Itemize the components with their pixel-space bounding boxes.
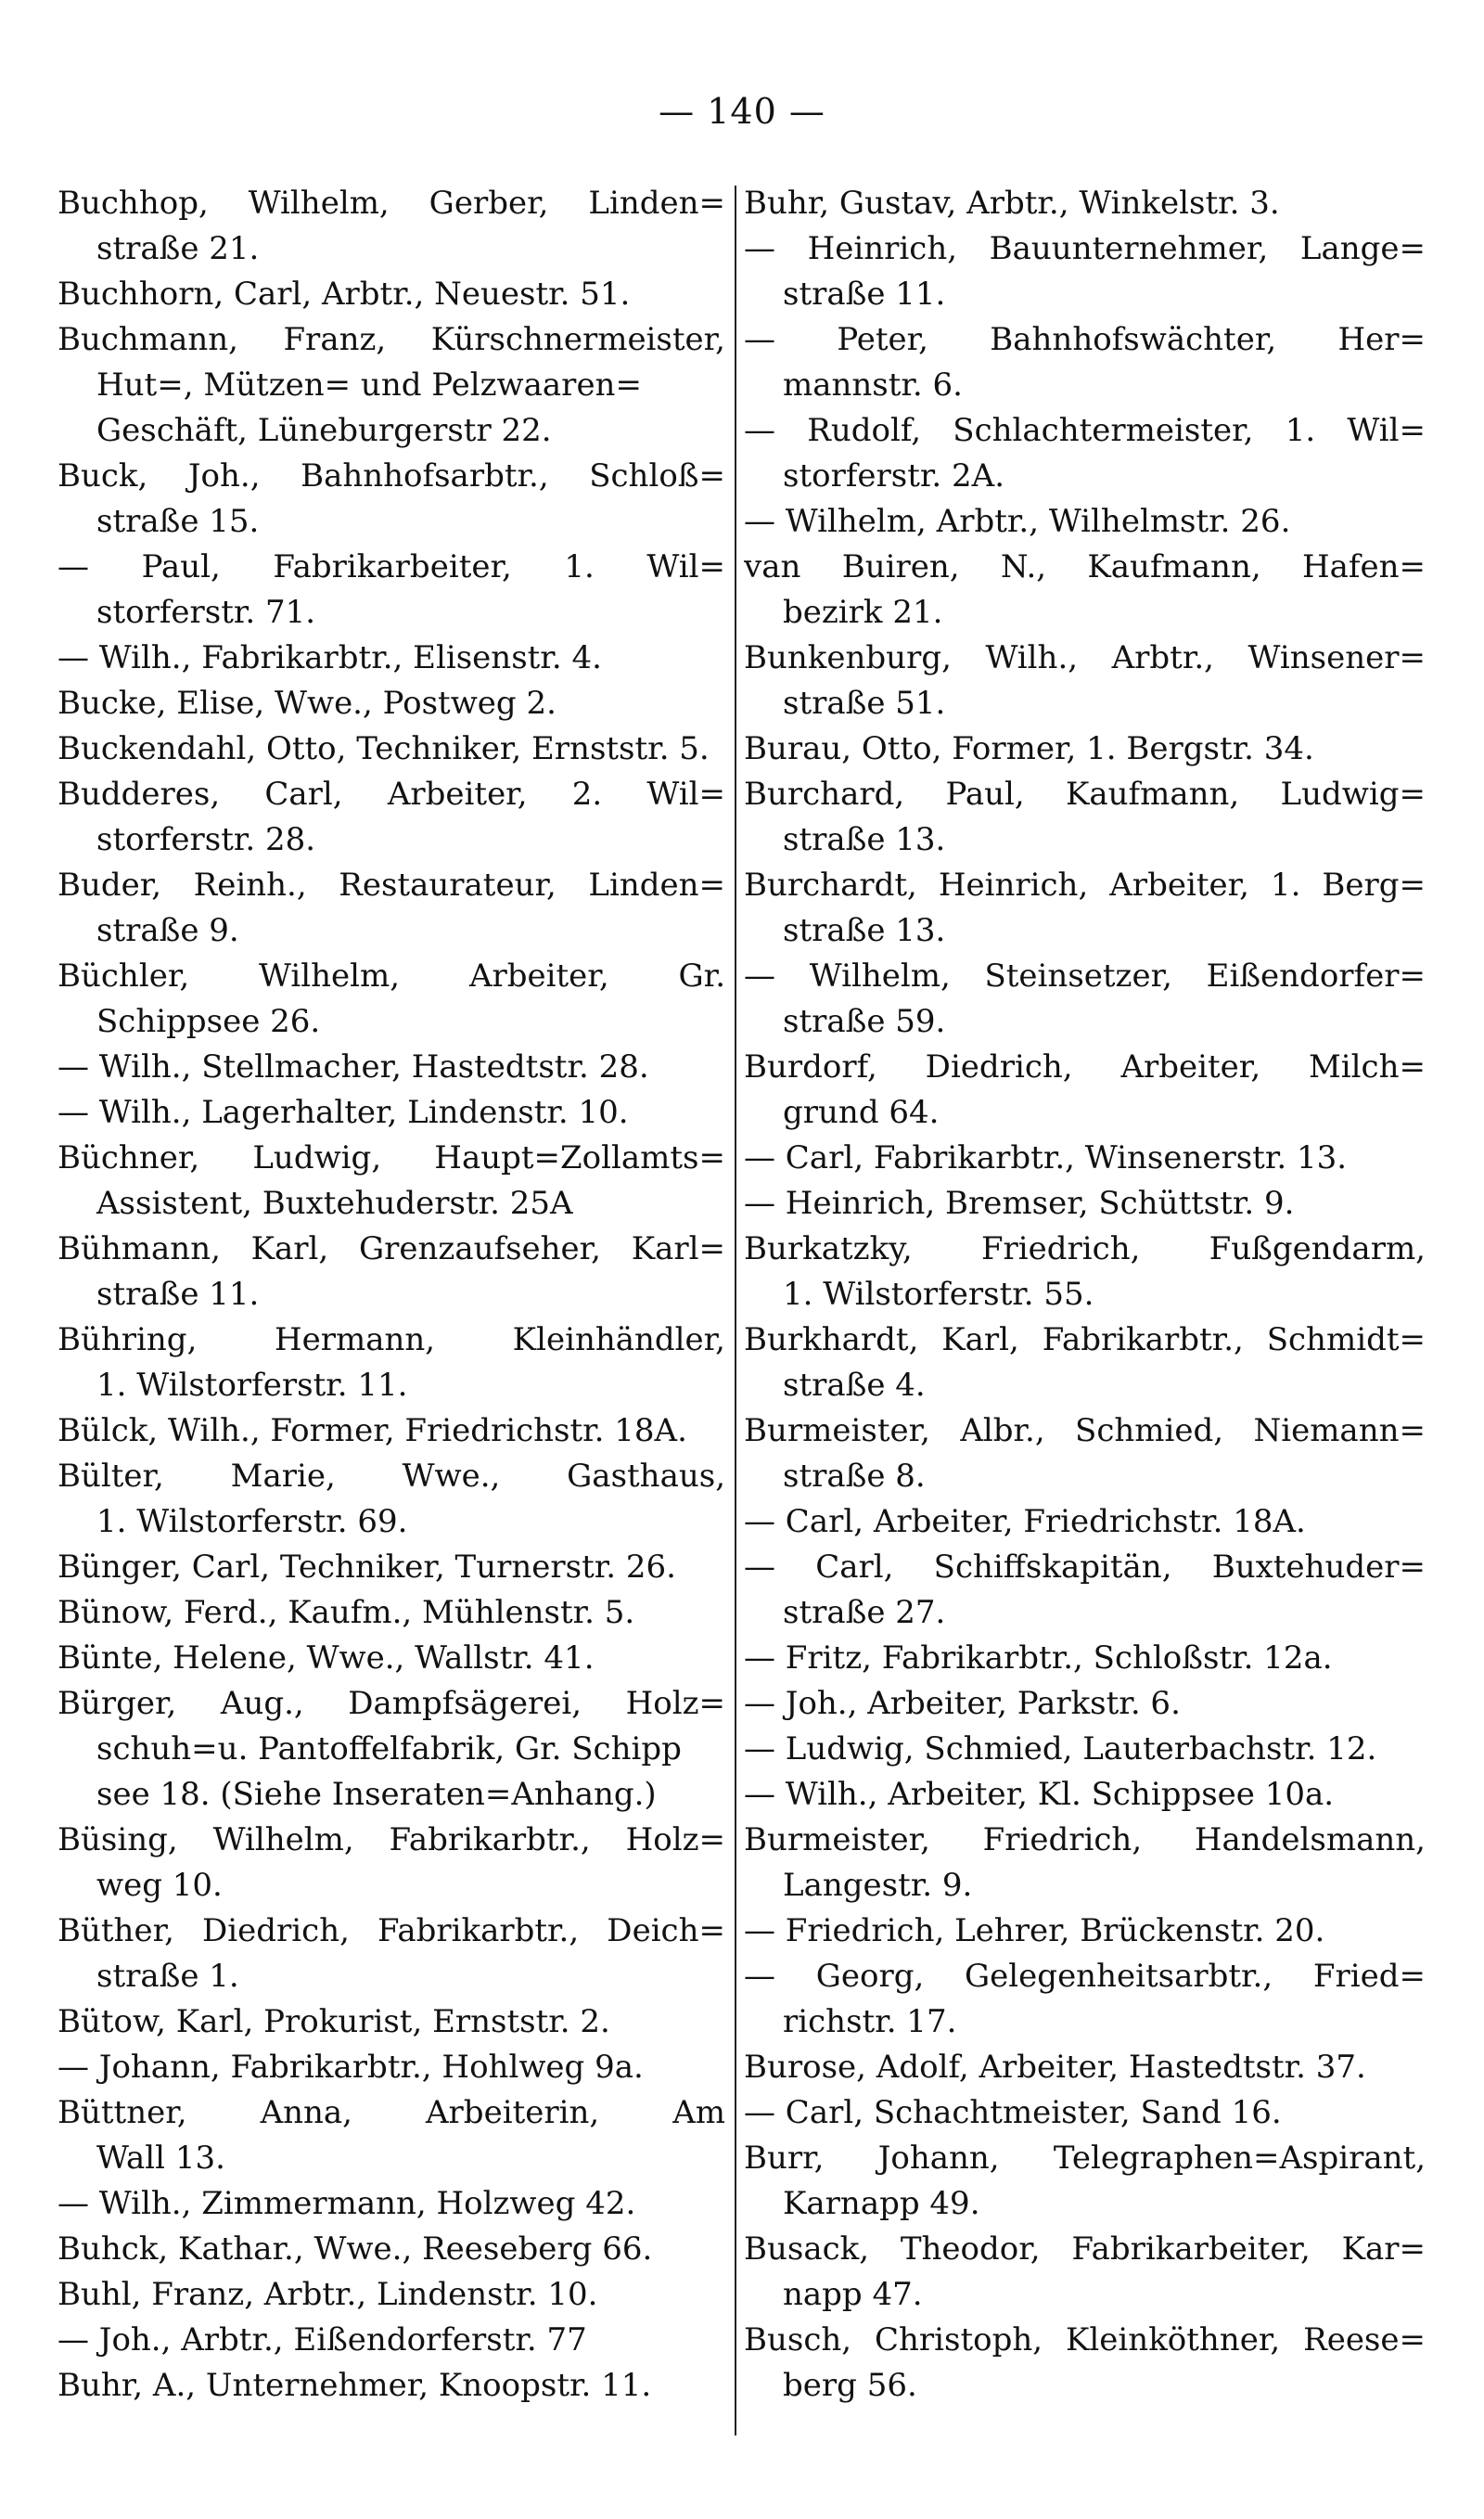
entry-line: Bünte, Helene, Wwe., Wallstr. 41.: [58, 1639, 595, 1677]
entry-continuation-line: berg 56.: [783, 2367, 917, 2404]
entry-line: — Wilh., Fabrikarbtr., Elisenstr. 4.: [58, 639, 602, 676]
entry-continuation-line: straße 11.: [96, 1276, 260, 1313]
entry-line: Burchard, Paul, Kaufmann, Ludwig=: [744, 776, 1426, 813]
entry-line: Burchardt, Heinrich, Arbeiter, 1. Berg=: [744, 867, 1426, 904]
entry-line: — Joh., Arbeiter, Parkstr. 6.: [744, 1685, 1181, 1722]
entry-line: Büsing, Wilhelm, Fabrikarbtr., Holz=: [58, 1821, 725, 1858]
entry-line: — Carl, Schiffskapitän, Buxtehuder=: [744, 1549, 1426, 1586]
entry-continuation-line: straße 21.: [96, 230, 260, 267]
entry-line: Burkhardt, Karl, Fabrikarbtr., Schmidt=: [744, 1321, 1426, 1358]
entry-continuation-line: Langestr. 9.: [783, 1867, 973, 1904]
entry-line: Bunkenburg, Wilh., Arbtr., Winsener=: [744, 639, 1426, 676]
entry-line: Buder, Reinh., Restaurateur, Linden=: [58, 867, 725, 904]
entry-line: — Wilh., Stellmacher, Hastedtstr. 28.: [58, 1048, 649, 1086]
entry-line: — Georg, Gelegenheitsarbtr., Fried=: [744, 1958, 1426, 1995]
entry-line: Buhr, Gustav, Arbtr., Winkelstr. 3.: [744, 185, 1280, 222]
entry-line: Buck, Joh., Bahnhofsarbtr., Schloß=: [58, 457, 725, 495]
entry-line: Bünger, Carl, Techniker, Turnerstr. 26.: [58, 1549, 676, 1586]
entry-line: Buckendahl, Otto, Techniker, Ernststr. 5.: [58, 730, 710, 767]
entry-line: Busch, Christoph, Kleinköthner, Reese=: [744, 2321, 1426, 2358]
entry-line: — Heinrich, Bauunternehmer, Lange=: [744, 230, 1426, 267]
entry-line: Büchner, Ludwig, Haupt=Zollamts=: [58, 1139, 725, 1176]
entry-line: Burau, Otto, Former, 1. Bergstr. 34.: [744, 730, 1314, 767]
entry-line: Busack, Theodor, Fabrikarbeiter, Kar=: [744, 2230, 1426, 2268]
entry-continuation-line: straße 1.: [96, 1958, 239, 1995]
entry-line: Bütow, Karl, Prokurist, Ernststr. 2.: [58, 2003, 610, 2040]
entry-continuation-line: Geschäft, Lüneburgerstr 22.: [96, 412, 552, 449]
column-divider: [735, 186, 736, 2435]
entry-line: — Johann, Fabrikarbtr., Hohlweg 9a.: [58, 2049, 644, 2086]
entry-line: Büther, Diedrich, Fabrikarbtr., Deich=: [58, 1912, 725, 1949]
entry-continuation-line: mannstr. 6.: [783, 366, 963, 404]
entry-continuation-line: straße 51.: [783, 685, 946, 722]
entry-line: — Wilhelm, Arbtr., Wilhelmstr. 26.: [744, 503, 1291, 540]
entry-line: Buhl, Franz, Arbtr., Lindenstr. 10.: [58, 2276, 598, 2313]
entry-continuation-line: schuh=u. Pantoffelfabrik, Gr. Schipp: [96, 1730, 682, 1767]
entry-line: Buhck, Kathar., Wwe., Reeseberg 66.: [58, 2230, 653, 2268]
right-column: [744, 181, 1426, 2409]
entry-line: — Carl, Fabrikarbtr., Winsenerstr. 13.: [744, 1139, 1348, 1176]
entry-continuation-line: 1. Wilstorferstr. 69.: [96, 1503, 408, 1540]
entry-continuation-line: see 18. (Siehe Inseraten=Anhang.): [96, 1776, 657, 1813]
entry-continuation-line: bezirk 21.: [783, 594, 943, 631]
entry-line: — Wilh., Arbeiter, Kl. Schippsee 10a.: [744, 1776, 1335, 1813]
entry-line: Burkatzky, Friedrich, Fußgendarm,: [744, 1230, 1426, 1267]
entry-line: Burdorf, Diedrich, Arbeiter, Milch=: [744, 1048, 1426, 1086]
entry-continuation-line: Hut=, Mützen= und Pelzwaaren=: [96, 366, 642, 404]
entry-line: — Joh., Arbtr., Eißendorferstr. 77: [58, 2321, 587, 2358]
entry-continuation-line: Karnapp 49.: [783, 2185, 980, 2222]
entry-line: Büttner, Anna, Arbeiterin, Am: [58, 2094, 725, 2131]
entry-line: — Wilh., Lagerhalter, Lindenstr. 10.: [58, 1094, 629, 1131]
entry-continuation-line: richstr. 17.: [783, 2003, 957, 2040]
entry-continuation-line: 1. Wilstorferstr. 55.: [783, 1276, 1094, 1313]
entry-line: — Friedrich, Lehrer, Brückenstr. 20.: [744, 1912, 1325, 1949]
entry-line: — Peter, Bahnhofswächter, Her=: [744, 321, 1426, 358]
entry-continuation-line: straße 27.: [783, 1594, 946, 1631]
entry-line: Bucke, Elise, Wwe., Postweg 2.: [58, 685, 556, 722]
entry-line: Buchmann, Franz, Kürschnermeister,: [58, 321, 725, 358]
entry-line: Burmeister, Friedrich, Handelsmann,: [744, 1821, 1426, 1858]
entry-continuation-line: 1. Wilstorferstr. 11.: [96, 1367, 408, 1404]
entry-continuation-line: straße 11.: [783, 276, 946, 313]
entry-continuation-line: straße 4.: [783, 1367, 926, 1404]
page-number: — 140 —: [659, 91, 825, 132]
left-column: [58, 181, 725, 2409]
entry-line: — Heinrich, Bremser, Schüttstr. 9.: [744, 1185, 1295, 1222]
entry-line: — Ludwig, Schmied, Lauterbachstr. 12.: [744, 1730, 1377, 1767]
entry-line: Burose, Adolf, Arbeiter, Hastedtstr. 37.: [744, 2049, 1366, 2086]
entry-line: — Rudolf, Schlachtermeister, 1. Wil=: [744, 412, 1426, 449]
entry-line: — Carl, Schachtmeister, Sand 16.: [744, 2094, 1282, 2131]
entry-continuation-line: straße 8.: [783, 1458, 926, 1495]
entry-line: — Carl, Arbeiter, Friedrichstr. 18A.: [744, 1503, 1306, 1540]
entry-line: Bülter, Marie, Wwe., Gasthaus,: [58, 1458, 725, 1495]
entry-continuation-line: napp 47.: [783, 2276, 923, 2313]
entry-line: Budderes, Carl, Arbeiter, 2. Wil=: [58, 776, 725, 813]
entry-continuation-line: straße 13.: [783, 912, 946, 949]
entry-continuation-line: grund 64.: [783, 1094, 940, 1131]
entry-line: — Paul, Fabrikarbeiter, 1. Wil=: [58, 548, 725, 585]
entry-line: Burr, Johann, Telegraphen=Aspirant,: [744, 2140, 1426, 2177]
entry-line: Büchler, Wilhelm, Arbeiter, Gr.: [58, 957, 725, 995]
entry-continuation-line: straße 15.: [96, 503, 260, 540]
entry-continuation-line: straße 13.: [783, 821, 946, 858]
entry-line: Bühring, Hermann, Kleinhändler,: [58, 1321, 725, 1358]
entry-line: van Buiren, N., Kaufmann, Hafen=: [744, 548, 1426, 585]
entry-line: Bühmann, Karl, Grenzaufseher, Karl=: [58, 1230, 725, 1267]
entry-continuation-line: straße 9.: [96, 912, 239, 949]
entry-line: Bülck, Wilh., Former, Friedrichstr. 18A.: [58, 1412, 687, 1449]
entry-line: — Wilh., Zimmermann, Holzweg 42.: [58, 2185, 636, 2222]
entry-line: Bürger, Aug., Dampfsägerei, Holz=: [58, 1685, 725, 1722]
entry-line: Buhr, A., Unternehmer, Knoopstr. 11.: [58, 2367, 652, 2404]
entry-continuation-line: straße 59.: [783, 1003, 946, 1040]
entry-line: Buchhorn, Carl, Arbtr., Neuestr. 51.: [58, 276, 631, 313]
entry-line: Bünow, Ferd., Kaufm., Mühlenstr. 5.: [58, 1594, 635, 1631]
entry-continuation-line: Schippsee 26.: [96, 1003, 321, 1040]
entry-continuation-line: Wall 13.: [96, 2140, 225, 2177]
entry-continuation-line: Assistent, Buxtehuderstr. 25A: [96, 1185, 573, 1222]
entry-continuation-line: storferstr. 28.: [96, 821, 316, 858]
entry-line: Buchhop, Wilhelm, Gerber, Linden=: [58, 185, 725, 222]
entry-line: — Wilhelm, Steinsetzer, Eißendorfer=: [744, 957, 1426, 995]
entry-continuation-line: storferstr. 71.: [96, 594, 316, 631]
entry-continuation-line: storferstr. 2A.: [783, 457, 1005, 495]
entry-line: Burmeister, Albr., Schmied, Niemann=: [744, 1412, 1426, 1449]
entry-line: — Fritz, Fabrikarbtr., Schloßstr. 12a.: [744, 1639, 1333, 1677]
entry-continuation-line: weg 10.: [96, 1867, 223, 1904]
